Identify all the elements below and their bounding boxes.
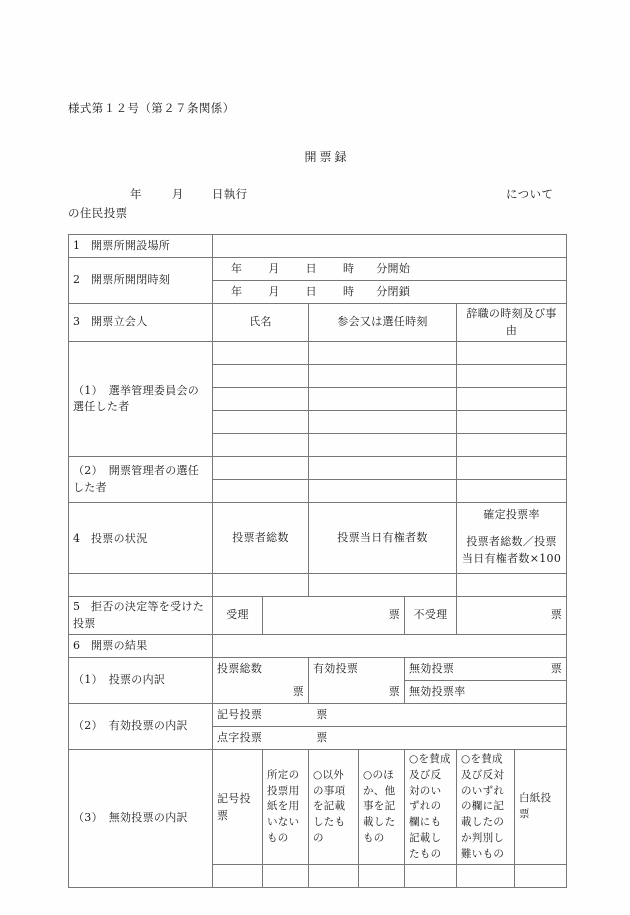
col-header-name: 氏名 xyxy=(213,304,309,342)
table-row xyxy=(69,597,567,635)
close-month-label: 月 xyxy=(268,284,280,298)
open-day-label: 日 xyxy=(305,261,317,275)
field-observer-attendance[interactable] xyxy=(309,411,457,434)
table-row xyxy=(69,457,567,480)
field-turnout-value[interactable] xyxy=(457,574,567,597)
row-label-rejected-ballots xyxy=(69,597,213,635)
field-observer-resignation[interactable] xyxy=(457,457,567,480)
row-label-place xyxy=(69,235,213,258)
label-braille-ballot: 点字投票 xyxy=(217,730,263,744)
field-total-voters-value[interactable] xyxy=(213,574,309,597)
field-observer-name[interactable] xyxy=(213,342,309,365)
field-observer-resignation[interactable] xyxy=(457,342,567,365)
row-number-3: 3 xyxy=(73,315,81,329)
close-hour-label: 時 xyxy=(342,284,355,298)
field-accepted-value[interactable] xyxy=(263,597,405,635)
col-header-eligible-voters: 投票当日有権者数 xyxy=(309,503,457,574)
row-label-place-text: 開票所開設場所 xyxy=(91,238,171,252)
table-row xyxy=(69,342,567,365)
label-invalid-rate: 無効投票率 xyxy=(405,681,567,704)
row-number-5: 5 xyxy=(73,600,81,613)
label-rejected: 不受理 xyxy=(405,597,457,635)
label-valid-ballots: 有効投票 xyxy=(309,658,405,681)
unit-valid-ballots: 票 xyxy=(388,684,400,698)
col-header-resignation: 辞職の時刻及び事由 xyxy=(457,304,567,342)
close-minute-label: 分閉鎖 xyxy=(376,284,411,298)
tally-record-table xyxy=(68,234,567,888)
unit-rejected: 票 xyxy=(550,608,563,622)
unit-braille-ballot: 票 xyxy=(316,730,328,744)
field-observer-name[interactable] xyxy=(213,480,309,503)
field-rejected-value[interactable] xyxy=(457,597,567,635)
row-label-election-committee-appointed: （1） 選挙管理委員会の選任した者 xyxy=(69,342,213,457)
label-invalid-ballots-text: 無効投票 xyxy=(409,661,455,675)
field-observer-resignation[interactable] xyxy=(457,434,567,457)
table-row xyxy=(69,574,567,597)
field-valid-ballots-value[interactable] xyxy=(309,681,405,704)
table-row xyxy=(69,304,567,342)
field-invalid-type-value[interactable] xyxy=(213,865,263,888)
document-title: 開票録 xyxy=(304,150,350,164)
table-row xyxy=(69,635,567,658)
open-minute-label: 分開始 xyxy=(376,261,411,275)
field-invalid-2-value[interactable] xyxy=(309,865,359,888)
table-row xyxy=(69,503,567,528)
col-header-invalid-4: ○を賛成及び反対のいずれの欄にも記載したもの xyxy=(405,750,457,865)
field-observer-resignation[interactable] xyxy=(457,480,567,503)
field-voting-status-blank[interactable] xyxy=(69,574,213,597)
unit-invalid-ballots: 票 xyxy=(550,661,563,675)
field-observer-name[interactable] xyxy=(213,411,309,434)
col-header-total-voters: 投票者総数 xyxy=(213,503,309,574)
execution-date-line xyxy=(68,186,568,202)
label-accepted: 受理 xyxy=(213,597,263,635)
form-number: 様式第１２号（第２７条関係） xyxy=(68,101,235,115)
table-row xyxy=(69,258,567,281)
field-eligible-voters-value[interactable] xyxy=(309,574,457,597)
col-header-invalid-3: ○のほか、他事を記載したもの xyxy=(359,750,405,865)
row-label-observers xyxy=(69,304,213,342)
field-observer-attendance[interactable] xyxy=(309,434,457,457)
row-label-open-close-time xyxy=(69,258,213,304)
row-number-1: 1 xyxy=(73,238,81,252)
row-label-voting-status-text: 投票の状況 xyxy=(91,531,148,545)
field-observer-resignation[interactable] xyxy=(457,365,567,388)
row-number-2: 2 xyxy=(73,273,81,287)
unit-accepted: 票 xyxy=(388,608,400,622)
close-year-label: 年 xyxy=(231,284,243,298)
field-observer-name[interactable] xyxy=(213,457,309,480)
date-year-label: 年 xyxy=(130,187,142,201)
unit-total-ballots: 票 xyxy=(292,684,304,698)
date-month-label: 月 xyxy=(171,187,184,201)
col-header-invalid-5: ○を賛成及び反対のいずれの欄に記載したのか判別し難いもの xyxy=(457,750,515,865)
open-hour-label: 時 xyxy=(342,261,355,275)
open-month-label: 月 xyxy=(268,261,280,275)
field-observer-attendance[interactable] xyxy=(309,342,457,365)
row-label-voting-status xyxy=(69,503,213,574)
field-observer-attendance[interactable] xyxy=(309,365,457,388)
table-row xyxy=(69,658,567,681)
field-observer-name[interactable] xyxy=(213,365,309,388)
row-label-tally-result xyxy=(69,635,213,658)
table-row xyxy=(69,750,567,865)
field-invalid-3-value[interactable] xyxy=(359,865,405,888)
row-label-valid-breakdown: （2） 有効投票の内訳 xyxy=(69,704,213,750)
unit-mark-ballot: 票 xyxy=(316,707,328,721)
row-label-ballot-breakdown: （1） 投票の内訳 xyxy=(69,658,213,704)
field-observer-name[interactable] xyxy=(213,388,309,411)
field-observer-attendance[interactable] xyxy=(309,457,457,480)
field-observer-attendance[interactable] xyxy=(309,480,457,503)
col-header-attendance-time: 参会又は選任時刻 xyxy=(309,304,457,342)
row-number-4: 4 xyxy=(73,531,81,545)
field-invalid-6-value[interactable] xyxy=(515,865,567,888)
field-open-time[interactable] xyxy=(213,258,567,281)
row-number-6: 6 xyxy=(73,638,81,652)
col-header-invalid-2: ○以外の事項を記載したもの xyxy=(309,750,359,865)
col-header-turnout-formula: 投票者総数／投票当日有権者数×100 xyxy=(457,527,567,574)
field-observer-resignation[interactable] xyxy=(457,388,567,411)
row-label-tally-result-text: 開票の結果 xyxy=(91,638,148,652)
field-invalid-5-value[interactable] xyxy=(457,865,515,888)
col-header-turnout-title: 確定投票率 xyxy=(457,503,567,528)
table-row xyxy=(69,235,567,258)
label-invalid-mark-ballot: 記号投票 xyxy=(213,750,263,865)
close-day-label: 日 xyxy=(305,284,317,298)
field-observer-attendance[interactable] xyxy=(309,388,457,411)
field-invalid-1-value[interactable] xyxy=(263,865,309,888)
field-braille-ballot[interactable] xyxy=(213,727,567,750)
field-place-value[interactable] xyxy=(213,235,567,258)
col-header-invalid-1: 所定の投票用紙を用いないもの xyxy=(263,750,309,865)
row-label-manager-appointed: （2） 開票管理者の選任した者 xyxy=(69,457,213,503)
field-tally-result-value[interactable] xyxy=(213,635,567,658)
label-total-ballots: 投票総数 xyxy=(213,658,309,681)
label-mark-ballot: 記号投票 xyxy=(217,707,263,721)
field-close-time[interactable] xyxy=(213,281,567,304)
row-label-observers-text: 開票立会人 xyxy=(91,315,148,329)
field-invalid-4-value[interactable] xyxy=(405,865,457,888)
table-row xyxy=(69,704,567,727)
row-label-open-close-time-text: 開票所開閉時刻 xyxy=(91,273,171,287)
label-invalid-ballots xyxy=(405,658,567,681)
field-observer-name[interactable] xyxy=(213,434,309,457)
about-label: について xyxy=(506,187,554,201)
field-total-ballots-value[interactable] xyxy=(213,681,309,704)
col-header-invalid-6: 白紙投票 xyxy=(515,750,567,865)
row-label-rejected-ballots-text: 拒否の決定等を受けた投票 xyxy=(73,600,204,630)
field-mark-ballot[interactable] xyxy=(213,704,567,727)
field-observer-resignation[interactable] xyxy=(457,411,567,434)
referendum-subject-label: の住民投票 xyxy=(68,206,128,220)
open-year-label: 年 xyxy=(231,261,243,275)
row-label-invalid-breakdown: （3） 無効投票の内訳 xyxy=(69,750,213,888)
date-day-exec-label: 日執行 xyxy=(211,187,248,201)
